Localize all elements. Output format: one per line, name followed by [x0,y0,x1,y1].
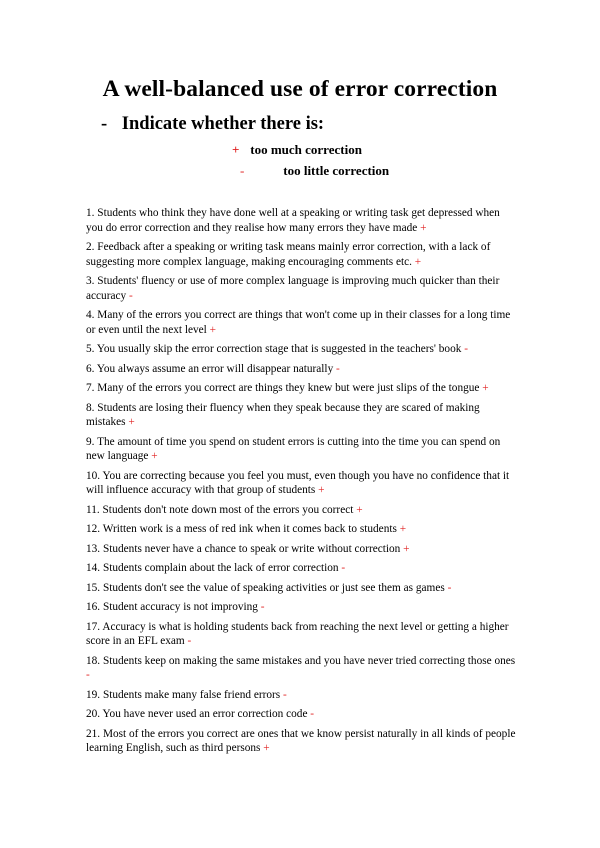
list-item [86,240,516,269]
correction-mark: + [482,382,489,394]
list-item [86,435,516,464]
statement-text: 13. Students never have a chance to speak or write without correction [86,542,401,555]
statement-text: 20. You have never used an error correction code [86,708,308,720]
legend-plus-symbol: + [232,142,240,157]
list-item [86,308,516,337]
legend-minus-symbol: - [240,163,245,178]
list-item [86,401,516,430]
page-title: A well-balanced use of error correction [102,76,498,102]
legend-minus-label: too little correction [283,163,390,178]
correction-mark: - [260,601,265,613]
statement-list [86,206,516,761]
statement-text: 16. Student accuracy is not improving [86,601,258,613]
correction-mark: - [128,289,133,302]
correction-mark: - [336,362,340,375]
correction-mark: - [187,635,192,647]
correction-mark: - [341,562,346,574]
list-item [86,542,516,557]
correction-mark: - [283,688,287,701]
list-item [86,274,516,303]
legend-too-little [240,163,389,179]
correction-mark: - [310,708,315,720]
statement-text: 2. Feedback after a speaking or writing task means mainly error correction, with a lack of suggesting more complex language, making encouraging comments etc. [86,241,491,268]
correction-mark: + [414,255,422,268]
list-item [86,342,516,357]
statement-text: 17. Accuracy is what is holding students back from reaching the next level or getting a higher score in an EFL exam [86,620,509,647]
subtitle-dash: - [101,114,108,134]
statement-text: 6. You always assume an error will disappear naturally [86,362,334,375]
legend-plus-label: too much correction [250,142,362,157]
correction-mark: + [128,416,135,428]
list-item [86,503,516,518]
subtitle [101,114,324,135]
correction-mark: + [151,450,158,462]
correction-mark: + [263,742,270,754]
legend-too-much [232,142,362,158]
correction-mark: - [86,669,90,681]
statement-text: 19. Students make many false friend errors [86,688,281,701]
statement-text: 21. Most of the errors you correct are ones that we know persist naturally in all kinds of people learning English, such as third persons [86,727,516,754]
statement-text: 4. Many of the errors you correct are things that won't come up in their classes for a long time or even until the next level [86,309,511,336]
statement-text: 12. Written work is a mess of red ink when it comes back to students [86,523,397,535]
correction-mark: + [420,221,427,234]
statement-text: 10. You are correcting because you feel you must, even though you have no confidence that it will influence accuracy with that group of students [86,469,510,496]
correction-mark: + [356,503,363,516]
correction-mark: + [318,484,325,496]
statement-text: 15. Students don't see the value of speaking activities or just see them as games [86,581,445,594]
list-item [86,654,516,683]
correction-mark: + [209,323,216,336]
correction-mark: + [399,523,407,535]
correction-mark: - [464,343,468,355]
list-item [86,362,516,377]
list-item [86,600,516,615]
statement-text: 3. Students' fluency or use of more complex language is improving much quicker than their accuracy [86,275,500,302]
list-item [86,581,516,596]
list-item [86,727,516,756]
subtitle-text: Indicate whether there is: [121,114,325,134]
statement-text: 9. The amount of time you spend on student errors is cutting into the time you can spend on new language [86,435,501,462]
list-item [86,688,516,703]
correction-mark: - [447,581,452,594]
correction-mark: + [403,542,410,555]
list-item [86,206,516,235]
statement-text: 7. Many of the errors you correct are things they knew but were just slips of the tongue [86,382,480,394]
list-item [86,620,516,649]
statement-text: 1. Students who think they have done well at a speaking or writing task get depressed when you do error correction and they realise how many errors they have made [86,207,500,234]
list-item [86,469,516,498]
statement-text: 18. Students keep on making the same mistakes and you have never tried correcting those ones [86,654,516,667]
list-item [86,707,516,722]
list-item [86,522,516,537]
list-item [86,381,516,396]
statement-text: 14. Students complain about the lack of error correction [86,562,339,574]
list-item [86,561,516,576]
statement-text: 5. You usually skip the error correction stage that is suggested in the teachers' book [86,343,462,355]
statement-text: 8. Students are losing their fluency when they speak because they are scared of making mistakes [86,401,480,428]
statement-text: 11. Students don't note down most of the errors you correct [86,503,354,516]
